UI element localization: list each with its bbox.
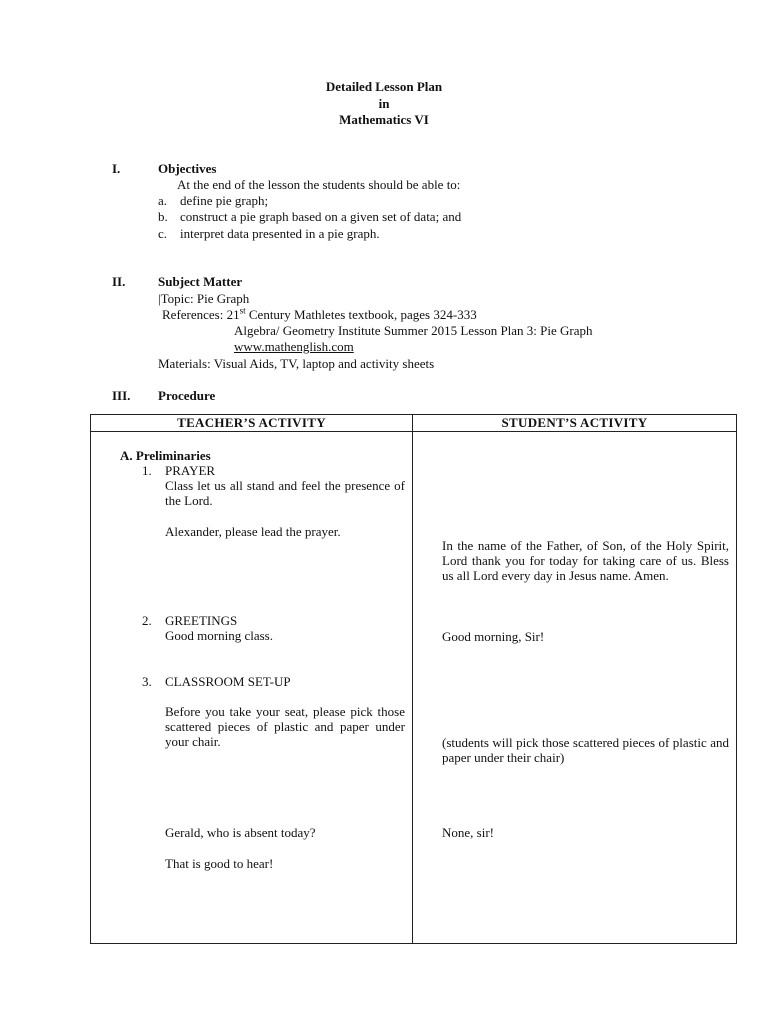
student-activity-cell <box>413 432 737 944</box>
topic-line: |Topic: Pie Graph <box>158 291 250 306</box>
classroom-setup-title: CLASSROOM SET-UP <box>165 674 291 689</box>
greetings-text: Good morning class. <box>165 628 273 643</box>
objective-letter-a: a. <box>158 193 168 208</box>
section-numeral-subject-matter: II. <box>112 274 126 289</box>
section-heading-objectives: Objectives <box>158 161 217 176</box>
reference-line-2: Algebra/ Geometry Institute Summer 2015 Lesson Plan 3: Pie Graph <box>234 323 593 338</box>
prayer-lead: Alexander, please lead the prayer. <box>165 524 341 539</box>
absent-question: Gerald, who is absent today? <box>165 825 316 840</box>
objectives-intro: At the end of the lesson the students should be able to: <box>177 177 461 192</box>
greetings-number: 2. <box>142 613 152 628</box>
classroom-setup-response: (students will pick those scattered pieces of plastic and paper under their chair) <box>442 735 729 765</box>
objective-text-c: interpret data presented in a pie graph. <box>180 226 380 241</box>
procedure-table-row <box>91 432 737 944</box>
section-numeral-procedure: III. <box>112 388 131 403</box>
section-heading-procedure: Procedure <box>158 388 216 403</box>
section-numeral-objectives: I. <box>112 161 121 176</box>
teacher-activity-cell <box>91 432 413 944</box>
student-activity-header: STUDENT’S ACTIVITY <box>413 415 737 432</box>
prayer-title: PRAYER <box>165 463 216 478</box>
objective-letter-c: c. <box>158 226 168 241</box>
references-prefix: References: 21 <box>162 307 240 322</box>
references-line <box>162 307 477 323</box>
procedure-table-header <box>91 415 737 432</box>
absent-response: None, sir! <box>442 825 494 840</box>
greetings-response: Good morning, Sir! <box>442 629 545 644</box>
objective-text-b: construct a pie graph based on a given set of data; and <box>180 209 462 224</box>
objective-letter-b: b. <box>158 209 168 224</box>
classroom-setup-number: 3. <box>142 674 152 689</box>
prayer-number: 1. <box>142 463 152 478</box>
section-heading-subject-matter: Subject Matter <box>158 274 243 289</box>
preliminaries-heading: A. Preliminaries <box>120 448 211 463</box>
classroom-setup-text: Before you take your seat, please pick those scattered pieces of plastic and paper under your chair. <box>165 704 405 749</box>
procedure-table <box>90 414 737 944</box>
prayer-instruction: Class let us all stand and feel the presence of the Lord. <box>165 478 405 508</box>
references-suffix: Century Mathletes textbook, pages 324-333 <box>245 307 477 322</box>
reference-link[interactable]: www.mathenglish.com <box>234 339 354 354</box>
objective-text-a: define pie graph; <box>180 193 269 208</box>
good-to-hear: That is good to hear! <box>165 856 274 871</box>
greetings-title: GREETINGS <box>165 613 238 628</box>
document-title-in: in <box>378 96 390 111</box>
prayer-response: In the name of the Father, of Son, of the Holy Spirit, Lord thank you for today for taking care of us. Bless us all Lord every day in Jesus name. Amen. <box>442 538 729 583</box>
materials-line: Materials: Visual Aids, TV, laptop and activity sheets <box>158 356 435 371</box>
document-title: Detailed Lesson Plan <box>325 79 443 94</box>
document-subject: Mathematics VI <box>339 112 429 127</box>
references-superscript: st <box>239 305 246 316</box>
teacher-activity-header: TEACHER’S ACTIVITY <box>91 415 413 432</box>
